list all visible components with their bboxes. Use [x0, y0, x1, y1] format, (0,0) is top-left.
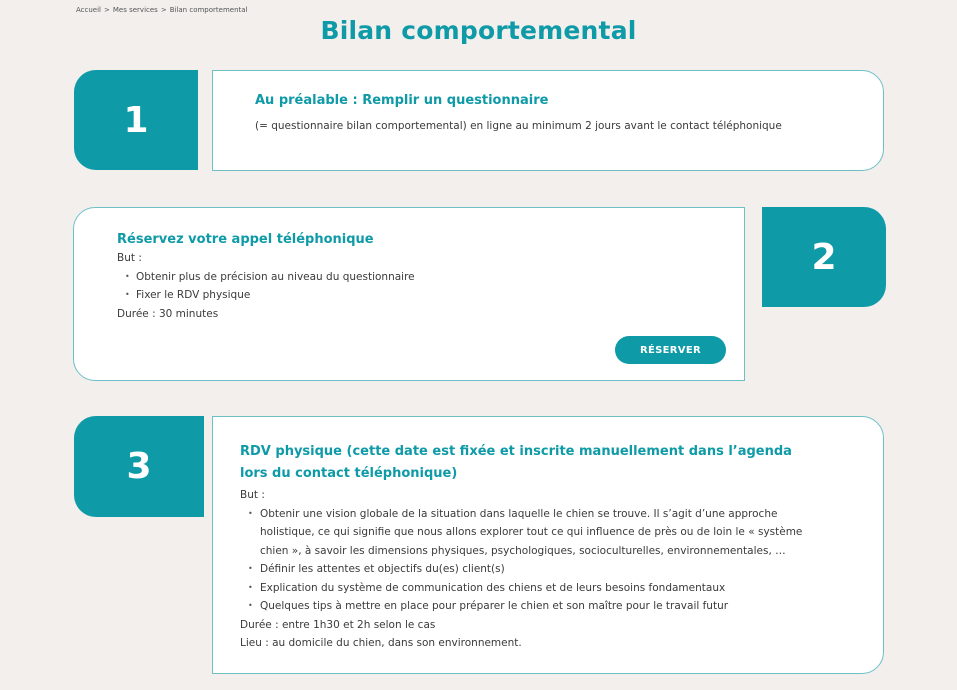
step-3-title: RDV physique (cette date est fixée et inscrite manuellement dans l’agenda lors du contact téléphonique): [240, 444, 792, 481]
list-item: • Définir les attentes et objectifs du(es) client(s): [240, 560, 823, 579]
list-item: • Obtenir une vision globale de la situation dans laquelle le chien se trouve. Il s’agit d’une approche holistique, ce qui signifie que nous allons explorer tout ce qui influence de près ou de loin le « système chien », à savoir les dimensions physiques, psychologiques, socioculturelles, environnementales, …: [240, 505, 823, 561]
breadcrumb-services-link[interactable]: Mes services: [112, 6, 158, 14]
list-item: • Explication du système de communication des chiens et de leurs besoins fondamentaux: [240, 579, 823, 598]
step-3-card: [212, 416, 884, 674]
step-2-goal-label: But :: [117, 252, 142, 264]
breadcrumb-home-link[interactable]: Accueil: [76, 6, 101, 14]
page-title: Bilan comportemental: [320, 16, 637, 45]
step-1-description: (= questionnaire bilan comportemental) en ligne au minimum 2 jours avant le contact téléphonique: [255, 120, 782, 132]
step-3-location: Lieu : au domicile du chien, dans son environnement.: [240, 637, 522, 649]
step-3-goal-label: But :: [240, 489, 265, 501]
list-item: • Quelques tips à mettre en place pour préparer le chien et son maître pour le travail futur: [240, 597, 823, 616]
list-item: • Obtenir plus de précision au niveau du questionnaire: [117, 268, 724, 287]
step-2-number: 2: [762, 207, 886, 307]
step-2-duration: Durée : 30 minutes: [117, 307, 219, 320]
breadcrumb-current: Bilan comportemental: [169, 6, 248, 14]
reserve-button[interactable]: RÉSERVER: [615, 336, 726, 364]
breadcrumb: [76, 6, 248, 14]
step-3-duration: Durée : entre 1h30 et 2h selon le cas: [240, 618, 436, 631]
breadcrumb-separator: >: [160, 6, 167, 14]
list-item: • Fixer le RDV physique: [117, 286, 724, 305]
step-1-card: [212, 70, 884, 171]
step-2-goal-list: [117, 268, 724, 305]
breadcrumb-separator: >: [104, 6, 110, 14]
step-3-number: 3: [74, 416, 204, 517]
step-2-card: [73, 207, 745, 381]
step-2-title: Réservez votre appel téléphonique: [117, 232, 374, 247]
step-1-title: Au préalable : Remplir un questionnaire: [255, 93, 549, 108]
step-1-number: 1: [74, 70, 198, 170]
step-3-goal-list: [240, 505, 823, 616]
